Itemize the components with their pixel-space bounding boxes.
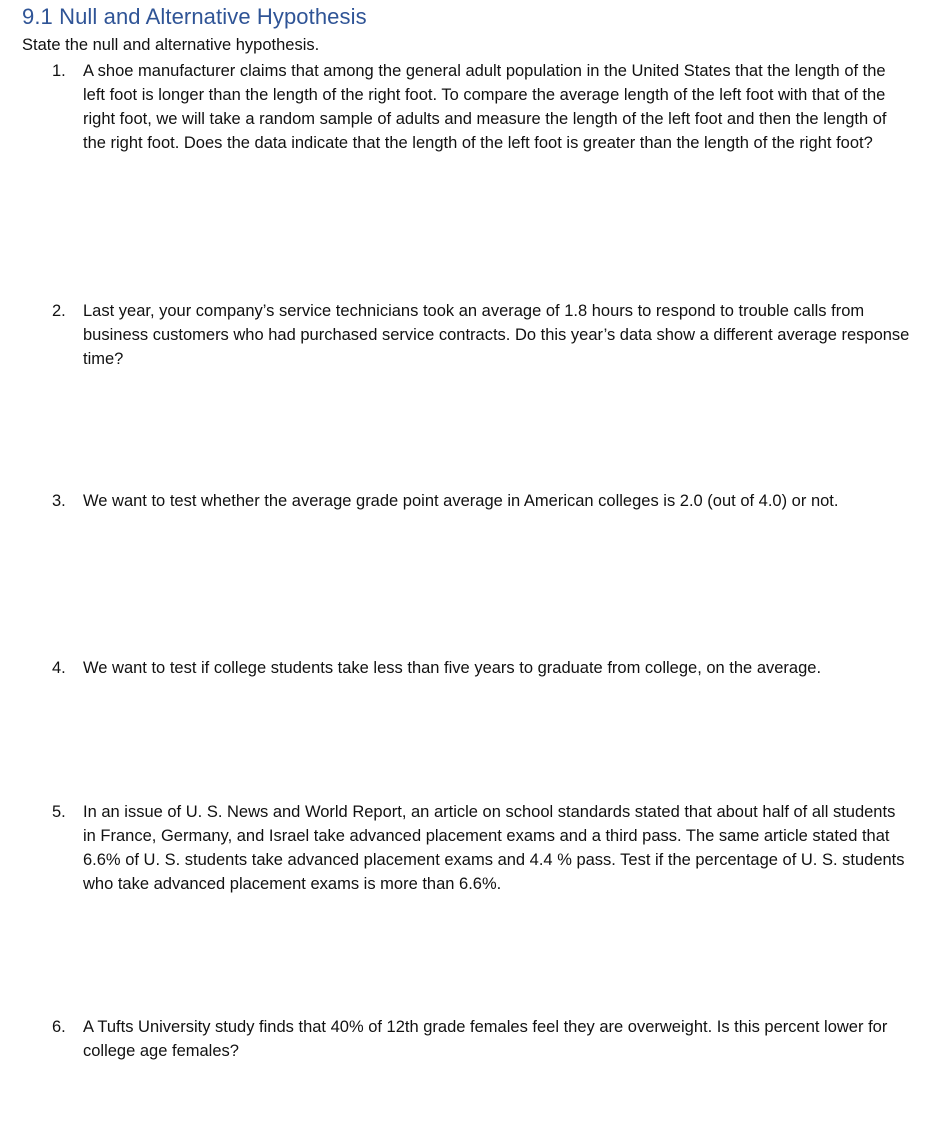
- question-number: 1.: [52, 62, 66, 80]
- question-number: 4.: [52, 659, 66, 677]
- question-text: In an issue of U. S. News and World Report, an article on school standards stated that about half of all students in France, Germany, and Israel take advanced placement exams and a third pass. The same article stated that 6.6% of U. S. students take advanced placement exams and 4.4 % pass. Test if the percentage of U. S. students who take advanced placement exams is more than 6.6%.: [83, 803, 905, 893]
- question-text: A shoe manufacturer claims that among the general adult population in the United States that the length of the left foot is longer than the length of the right foot. To compare the average length of the left foot with that of the right foot, we will take a random sample of adults and measure the length of the left foot and then the length of the right foot. Does the data indicate that the length of the left foot is greater than the length of the right foot?: [83, 62, 887, 152]
- question-5: [52, 800, 912, 896]
- question-number: 5.: [52, 803, 66, 821]
- instruction-text: State the null and alternative hypothesis.: [22, 36, 320, 54]
- question-number: 3.: [52, 492, 66, 510]
- question-number: 2.: [52, 302, 66, 320]
- page-title: 9.1 Null and Alternative Hypothesis: [22, 4, 367, 29]
- question-text: We want to test if college students take less than five years to graduate from college, on the average.: [83, 659, 822, 677]
- question-1: [52, 59, 912, 155]
- question-6: [52, 1015, 912, 1063]
- question-text: We want to test whether the average grade point average in American colleges is 2.0 (out of 4.0) or not.: [83, 492, 839, 510]
- question-text: Last year, your company’s service technicians took an average of 1.8 hours to respond to trouble calls from business customers who had purchased service contracts. Do this year’s data show a different average response time?: [83, 302, 910, 368]
- question-number: 6.: [52, 1018, 66, 1036]
- question-text: A Tufts University study finds that 40% of 12th grade females feel they are overweight. Is this percent lower for college age females?: [83, 1018, 888, 1060]
- question-2: [52, 299, 912, 371]
- question-4: [52, 656, 912, 680]
- question-3: [52, 489, 912, 513]
